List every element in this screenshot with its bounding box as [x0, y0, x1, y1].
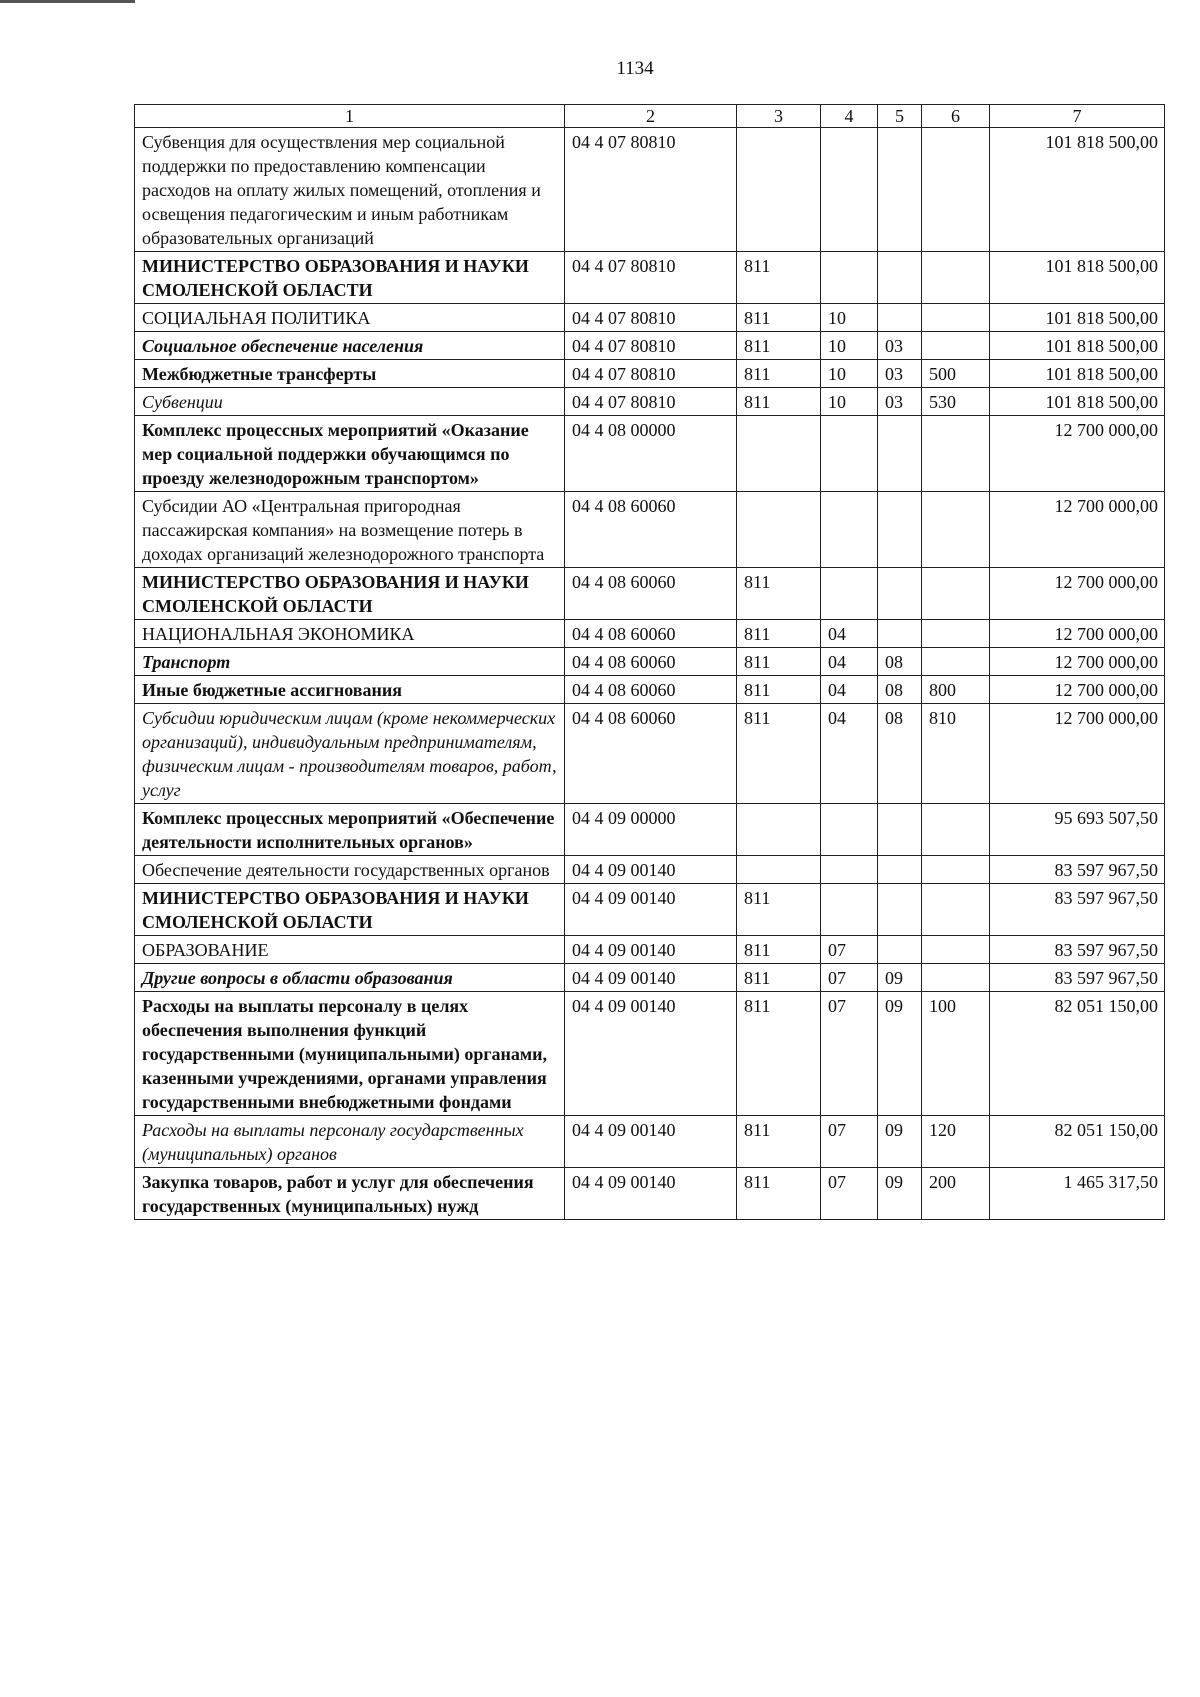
- header-col-6: 6: [922, 105, 990, 128]
- target-article-code-cell: 04 4 08 60060: [565, 704, 737, 804]
- section-code-cell: 07: [821, 1168, 878, 1220]
- expense-type-code-cell: [922, 252, 990, 304]
- section-code-cell: [821, 252, 878, 304]
- expense-type-code-cell: 200: [922, 1168, 990, 1220]
- section-code-cell: 04: [821, 620, 878, 648]
- subsection-code-cell: [878, 304, 922, 332]
- section-code-cell: [821, 416, 878, 492]
- budget-table: [134, 104, 1165, 1220]
- target-article-code-cell: 04 4 08 60060: [565, 648, 737, 676]
- section-code-cell: 10: [821, 360, 878, 388]
- expense-type-code-cell: [922, 964, 990, 992]
- header-row: [135, 105, 1165, 128]
- row-name-cell: Расходы на выплаты персоналу государственных (муниципальных) органов: [135, 1116, 565, 1168]
- expense-type-code-cell: [922, 936, 990, 964]
- admin-code-cell: [737, 128, 821, 252]
- expense-type-code-cell: [922, 804, 990, 856]
- subsection-code-cell: [878, 128, 922, 252]
- amount-cell: 12 700 000,00: [990, 416, 1165, 492]
- expense-type-code-cell: [922, 856, 990, 884]
- header-col-4: 4: [821, 105, 878, 128]
- amount-cell: 83 597 967,50: [990, 884, 1165, 936]
- row-name-cell: Субсидии АО «Центральная пригородная пассажирская компания» на возмещение потерь в доходах организаций железнодорожного транспорта: [135, 492, 565, 568]
- table-row: [135, 416, 1165, 492]
- admin-code-cell: 811: [737, 388, 821, 416]
- subsection-code-cell: 09: [878, 1168, 922, 1220]
- amount-cell: 95 693 507,50: [990, 804, 1165, 856]
- amount-cell: 101 818 500,00: [990, 252, 1165, 304]
- subsection-code-cell: 08: [878, 648, 922, 676]
- amount-cell: 83 597 967,50: [990, 964, 1165, 992]
- subsection-code-cell: [878, 416, 922, 492]
- admin-code-cell: [737, 492, 821, 568]
- header-col-1: 1: [135, 105, 565, 128]
- expense-type-code-cell: [922, 492, 990, 568]
- target-article-code-cell: 04 4 08 60060: [565, 492, 737, 568]
- subsection-code-cell: 03: [878, 388, 922, 416]
- table-row: [135, 332, 1165, 360]
- target-article-code-cell: 04 4 09 00000: [565, 804, 737, 856]
- admin-code-cell: 811: [737, 360, 821, 388]
- expense-type-code-cell: 500: [922, 360, 990, 388]
- amount-cell: 82 051 150,00: [990, 1116, 1165, 1168]
- subsection-code-cell: [878, 252, 922, 304]
- section-code-cell: 10: [821, 304, 878, 332]
- table-row: [135, 992, 1165, 1116]
- target-article-code-cell: 04 4 09 00140: [565, 884, 737, 936]
- table-row: [135, 1168, 1165, 1220]
- section-code-cell: 04: [821, 648, 878, 676]
- row-name-cell: Обеспечение деятельности государственных органов: [135, 856, 565, 884]
- subsection-code-cell: [878, 884, 922, 936]
- row-name-cell: НАЦИОНАЛЬНАЯ ЭКОНОМИКА: [135, 620, 565, 648]
- admin-code-cell: 811: [737, 252, 821, 304]
- row-name-cell: Комплекс процессных мероприятий «Обеспечение деятельности исполнительных органов»: [135, 804, 565, 856]
- row-name-cell: Расходы на выплаты персоналу в целях обеспечения выполнения функций государственными (муниципальными) органами, казенными учреждениями, органами управления государственными внебюджетными фондами: [135, 992, 565, 1116]
- admin-code-cell: 811: [737, 332, 821, 360]
- admin-code-cell: 811: [737, 568, 821, 620]
- admin-code-cell: 811: [737, 648, 821, 676]
- amount-cell: 101 818 500,00: [990, 332, 1165, 360]
- section-code-cell: [821, 128, 878, 252]
- subsection-code-cell: [878, 856, 922, 884]
- target-article-code-cell: 04 4 08 60060: [565, 568, 737, 620]
- amount-cell: 1 465 317,50: [990, 1168, 1165, 1220]
- subsection-code-cell: 09: [878, 992, 922, 1116]
- header-col-5: 5: [878, 105, 922, 128]
- target-article-code-cell: 04 4 07 80810: [565, 332, 737, 360]
- target-article-code-cell: 04 4 07 80810: [565, 128, 737, 252]
- admin-code-cell: 811: [737, 992, 821, 1116]
- table-row: [135, 648, 1165, 676]
- row-name-cell: Социальное обеспечение населения: [135, 332, 565, 360]
- target-article-code-cell: 04 4 07 80810: [565, 304, 737, 332]
- table-row: [135, 360, 1165, 388]
- expense-type-code-cell: [922, 620, 990, 648]
- table-row: [135, 856, 1165, 884]
- section-code-cell: [821, 856, 878, 884]
- table-row: [135, 936, 1165, 964]
- target-article-code-cell: 04 4 09 00140: [565, 992, 737, 1116]
- target-article-code-cell: 04 4 09 00140: [565, 964, 737, 992]
- table-row: [135, 704, 1165, 804]
- target-article-code-cell: 04 4 08 60060: [565, 620, 737, 648]
- target-article-code-cell: 04 4 08 60060: [565, 676, 737, 704]
- row-name-cell: Субсидии юридическим лицам (кроме некоммерческих организаций), индивидуальным предпринимателям, физическим лицам - производителям товаров, работ, услуг: [135, 704, 565, 804]
- table-row: [135, 620, 1165, 648]
- target-article-code-cell: 04 4 07 80810: [565, 360, 737, 388]
- target-article-code-cell: 04 4 07 80810: [565, 388, 737, 416]
- amount-cell: 101 818 500,00: [990, 304, 1165, 332]
- row-name-cell: Иные бюджетные ассигнования: [135, 676, 565, 704]
- section-code-cell: [821, 884, 878, 936]
- admin-code-cell: [737, 416, 821, 492]
- amount-cell: 12 700 000,00: [990, 648, 1165, 676]
- subsection-code-cell: 08: [878, 676, 922, 704]
- admin-code-cell: 811: [737, 704, 821, 804]
- table-row: [135, 492, 1165, 568]
- table-row: [135, 964, 1165, 992]
- section-code-cell: 07: [821, 964, 878, 992]
- amount-cell: 12 700 000,00: [990, 704, 1165, 804]
- amount-cell: 12 700 000,00: [990, 568, 1165, 620]
- table-row: [135, 388, 1165, 416]
- amount-cell: 12 700 000,00: [990, 492, 1165, 568]
- amount-cell: 83 597 967,50: [990, 936, 1165, 964]
- admin-code-cell: 811: [737, 964, 821, 992]
- row-name-cell: Другие вопросы в области образования: [135, 964, 565, 992]
- row-name-cell: Межбюджетные трансферты: [135, 360, 565, 388]
- scan-edge-mark: [0, 0, 135, 3]
- target-article-code-cell: 04 4 09 00140: [565, 856, 737, 884]
- subsection-code-cell: 08: [878, 704, 922, 804]
- target-article-code-cell: 04 4 09 00140: [565, 936, 737, 964]
- subsection-code-cell: 03: [878, 360, 922, 388]
- expense-type-code-cell: 530: [922, 388, 990, 416]
- table-row: [135, 128, 1165, 252]
- expense-type-code-cell: [922, 568, 990, 620]
- amount-cell: 12 700 000,00: [990, 620, 1165, 648]
- admin-code-cell: 811: [737, 676, 821, 704]
- subsection-code-cell: [878, 568, 922, 620]
- expense-type-code-cell: 100: [922, 992, 990, 1116]
- subsection-code-cell: 09: [878, 1116, 922, 1168]
- table-row: [135, 252, 1165, 304]
- section-code-cell: 07: [821, 936, 878, 964]
- admin-code-cell: 811: [737, 936, 821, 964]
- header-col-3: 3: [737, 105, 821, 128]
- amount-cell: 101 818 500,00: [990, 388, 1165, 416]
- admin-code-cell: [737, 856, 821, 884]
- section-code-cell: 10: [821, 332, 878, 360]
- target-article-code-cell: 04 4 09 00140: [565, 1116, 737, 1168]
- section-code-cell: 07: [821, 1116, 878, 1168]
- admin-code-cell: 811: [737, 884, 821, 936]
- admin-code-cell: 811: [737, 1168, 821, 1220]
- section-code-cell: [821, 804, 878, 856]
- table-row: [135, 304, 1165, 332]
- target-article-code-cell: 04 4 07 80810: [565, 252, 737, 304]
- row-name-cell: Закупка товаров, работ и услуг для обеспечения государственных (муниципальных) нужд: [135, 1168, 565, 1220]
- admin-code-cell: 811: [737, 304, 821, 332]
- admin-code-cell: 811: [737, 620, 821, 648]
- target-article-code-cell: 04 4 08 00000: [565, 416, 737, 492]
- table-row: [135, 804, 1165, 856]
- subsection-code-cell: [878, 620, 922, 648]
- admin-code-cell: 811: [737, 1116, 821, 1168]
- expense-type-code-cell: 800: [922, 676, 990, 704]
- section-code-cell: 04: [821, 676, 878, 704]
- row-name-cell: СОЦИАЛЬНАЯ ПОЛИТИКА: [135, 304, 565, 332]
- section-code-cell: [821, 568, 878, 620]
- subsection-code-cell: 09: [878, 964, 922, 992]
- row-name-cell: ОБРАЗОВАНИЕ: [135, 936, 565, 964]
- admin-code-cell: [737, 804, 821, 856]
- amount-cell: 82 051 150,00: [990, 992, 1165, 1116]
- expense-type-code-cell: [922, 416, 990, 492]
- target-article-code-cell: 04 4 09 00140: [565, 1168, 737, 1220]
- table-row: [135, 884, 1165, 936]
- expense-type-code-cell: [922, 128, 990, 252]
- expense-type-code-cell: 810: [922, 704, 990, 804]
- row-name-cell: Комплекс процессных мероприятий «Оказание мер социальной поддержки обучающимся по проезду железнодорожным транспортом»: [135, 416, 565, 492]
- section-code-cell: 10: [821, 388, 878, 416]
- page-number: 1134: [616, 58, 654, 79]
- expense-type-code-cell: [922, 884, 990, 936]
- row-name-cell: МИНИСТЕРСТВО ОБРАЗОВАНИЯ И НАУКИ СМОЛЕНСКОЙ ОБЛАСТИ: [135, 252, 565, 304]
- subsection-code-cell: [878, 936, 922, 964]
- section-code-cell: [821, 492, 878, 568]
- expense-type-code-cell: [922, 304, 990, 332]
- table-row: [135, 1116, 1165, 1168]
- subsection-code-cell: [878, 804, 922, 856]
- row-name-cell: МИНИСТЕРСТВО ОБРАЗОВАНИЯ И НАУКИ СМОЛЕНСКОЙ ОБЛАСТИ: [135, 884, 565, 936]
- amount-cell: 83 597 967,50: [990, 856, 1165, 884]
- row-name-cell: Транспорт: [135, 648, 565, 676]
- expense-type-code-cell: [922, 648, 990, 676]
- subsection-code-cell: [878, 492, 922, 568]
- subsection-code-cell: 03: [878, 332, 922, 360]
- amount-cell: 101 818 500,00: [990, 360, 1165, 388]
- section-code-cell: 07: [821, 992, 878, 1116]
- table-row: [135, 676, 1165, 704]
- header-col-7: 7: [990, 105, 1165, 128]
- header-col-2: 2: [565, 105, 737, 128]
- amount-cell: 101 818 500,00: [990, 128, 1165, 252]
- row-name-cell: МИНИСТЕРСТВО ОБРАЗОВАНИЯ И НАУКИ СМОЛЕНСКОЙ ОБЛАСТИ: [135, 568, 565, 620]
- amount-cell: 12 700 000,00: [990, 676, 1165, 704]
- section-code-cell: 04: [821, 704, 878, 804]
- expense-type-code-cell: 120: [922, 1116, 990, 1168]
- expense-type-code-cell: [922, 332, 990, 360]
- row-name-cell: Субвенции: [135, 388, 565, 416]
- table-row: [135, 568, 1165, 620]
- row-name-cell: Субвенция для осуществления мер социальной поддержки по предоставлению компенсации расходов на оплату жилых помещений, отопления и освещения педагогическим и иным работникам образовательных организаций: [135, 128, 565, 252]
